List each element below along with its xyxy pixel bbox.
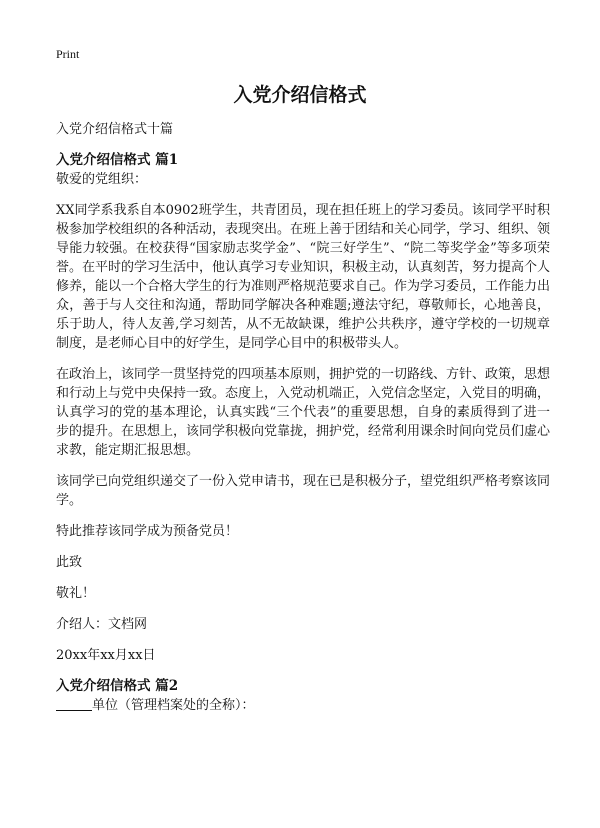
recommendation-line: 特此推荐该同学成为预备党员！ xyxy=(56,524,239,539)
introducer-line: 介绍人：文档网 xyxy=(56,617,148,632)
unit-line-text: 单位（管理档案处的全称）： xyxy=(92,698,255,713)
document-title: 入党介绍信格式 xyxy=(233,84,367,106)
section-heading-1: 入党介绍信格式 篇1 xyxy=(56,152,179,168)
document-subtitle: 入党介绍信格式十篇 xyxy=(56,122,174,137)
print-label: Print xyxy=(56,47,80,61)
section-heading-2: 入党介绍信格式 篇2 xyxy=(56,678,179,694)
closing-line-2: 敬礼！ xyxy=(56,586,96,601)
body-paragraph-1: XX同学系我系自本0902班学生，共青团员，现在担任班上的学习委员。该同学平时积极参加学校组织的各种活动，表现突出。在班上善于团结和关心同学，学习、组织、领导能力较强。在校获得“国家励志奖学金”、“院三好学生”、“院二等奖学金”等多项荣誉。在平时的学习生活中，他认真学习专业知识，积极主动，认真刻苦，努力提高个人修养，能以一个合格大学生的行为准则严格规范要求自己。作为学习委员，工作能力出众，善于与人交往和沟通，帮助同学解决各种难题;遵法守纪，尊敬师长，心地善良，乐于助人，待人友善,学习刻苦，从不无故缺课，维护公共秩序，遵守学校的一切规章制度，是老师心目中的好学生，是同学心目中的积极带头人。 xyxy=(56,203,551,351)
unit-line xyxy=(56,696,550,715)
body-paragraph-2: 在政治上，该同学一贯坚持党的四项基本原则，拥护党的一切路线、方针、政策，思想和行动上与党中央保持一致。态度上，入党动机端正，入党信念坚定，入党目的明确，认真学习的党的基本理论，认真实践“三个代表”的重要思想，自身的素质得到了进一步的提升。在思想上，该同学积极向党靠拢，拥护党，经常利用课余时间向党员们虚心求教，能定期汇报思想。 xyxy=(56,367,551,458)
salutation: 敬爱的党组织： xyxy=(56,172,148,187)
fill-in-blank xyxy=(56,697,92,711)
document-body xyxy=(56,120,550,727)
body-paragraph-3: 该同学已向党组织递交了一份入党申请书，现在已是积极分子，望党组织严格考察该同学。 xyxy=(56,474,551,508)
closing-line-1: 此致 xyxy=(56,555,83,570)
date-line: 20xx年xx月xx日 xyxy=(56,648,156,663)
